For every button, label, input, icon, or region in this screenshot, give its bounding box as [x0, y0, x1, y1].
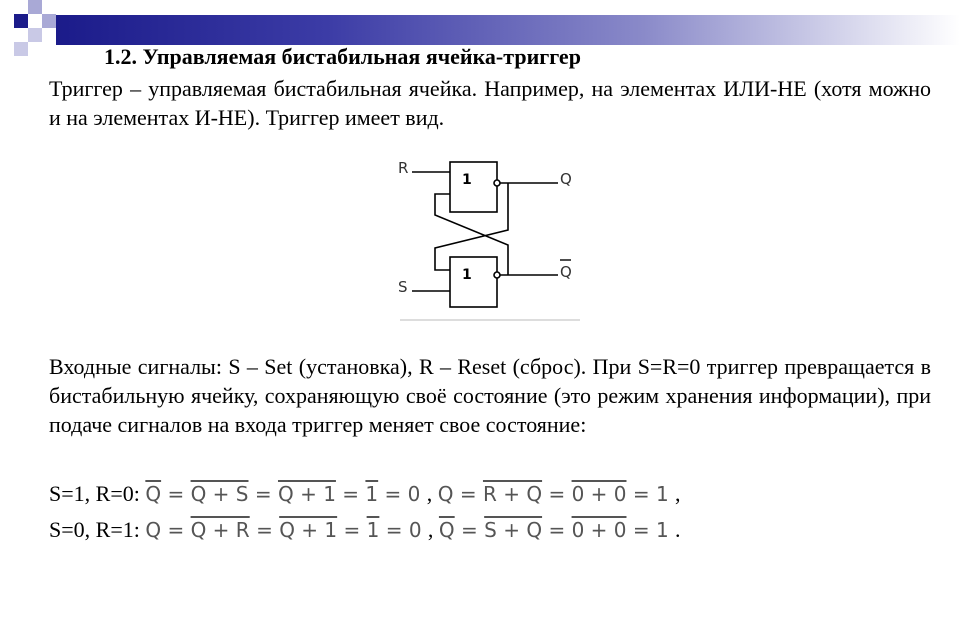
formula-2-label: S=0, R=1: [49, 517, 140, 542]
nor-gate-bottom [450, 257, 497, 307]
input-r-label: R [398, 159, 409, 177]
intro-paragraph: Триггер – управляемая бистабильная ячейка. Например, на элементах ИЛИ-НЕ (хотя можно и на элементах И-НЕ). Триггер имеет вид. [49, 76, 931, 130]
formula-line-1: S=1, R=0: $\overline{Q} = Q + S = Q + 1 = 1 = 0$ , Q = R + Q = 0 + 0 = 1 , [49, 481, 681, 506]
output-q-label: Q [560, 170, 572, 188]
title-banner [56, 15, 960, 45]
gate-bottom-label: 1 [462, 267, 472, 283]
deco-square [14, 42, 28, 56]
formula-1-label: S=1, R=0: [49, 481, 140, 506]
deco-square [28, 0, 42, 14]
rs-trigger-diagram [390, 150, 590, 325]
nor-gate-top [450, 162, 497, 212]
page-title: 1.2. Управляемая бистабильная ячейка-триггер [104, 44, 581, 69]
output-qbar-label: Q [560, 263, 572, 281]
formula-line-2: S=0, R=1: Q = Q + R = Q + 1 = 1 = 0 , $\overline{Q} = S + Q = 0 + 0 = 1$ . [49, 517, 681, 542]
formula-1-eq1: $\overline{Q} = Q + S = Q + 1 = 1 = 0$ [145, 482, 421, 506]
gate-top-label: 1 [462, 172, 472, 188]
formula-2-eq2: $\overline{Q} = S + Q = 0 + 0 = 1$ [438, 518, 669, 542]
formula-2-eq1: Q = Q + R = Q + 1 = 1 = 0 [145, 518, 422, 542]
deco-square [28, 28, 42, 42]
description-paragraph: Входные сигналы: S – Set (установка), R – Reset (сброс). При S=R=0 триггер превращается в бистабильную ячейку, сохраняющую своё состояние (это режим хранения информации), при подаче сигналов на входа триггер меняет свое состояние: [49, 354, 931, 437]
deco-square [14, 14, 28, 28]
input-s-label: S [398, 278, 408, 296]
deco-square [42, 14, 56, 28]
formula-1-eq2: Q = R + Q = 0 + 0 = 1 [437, 482, 669, 506]
